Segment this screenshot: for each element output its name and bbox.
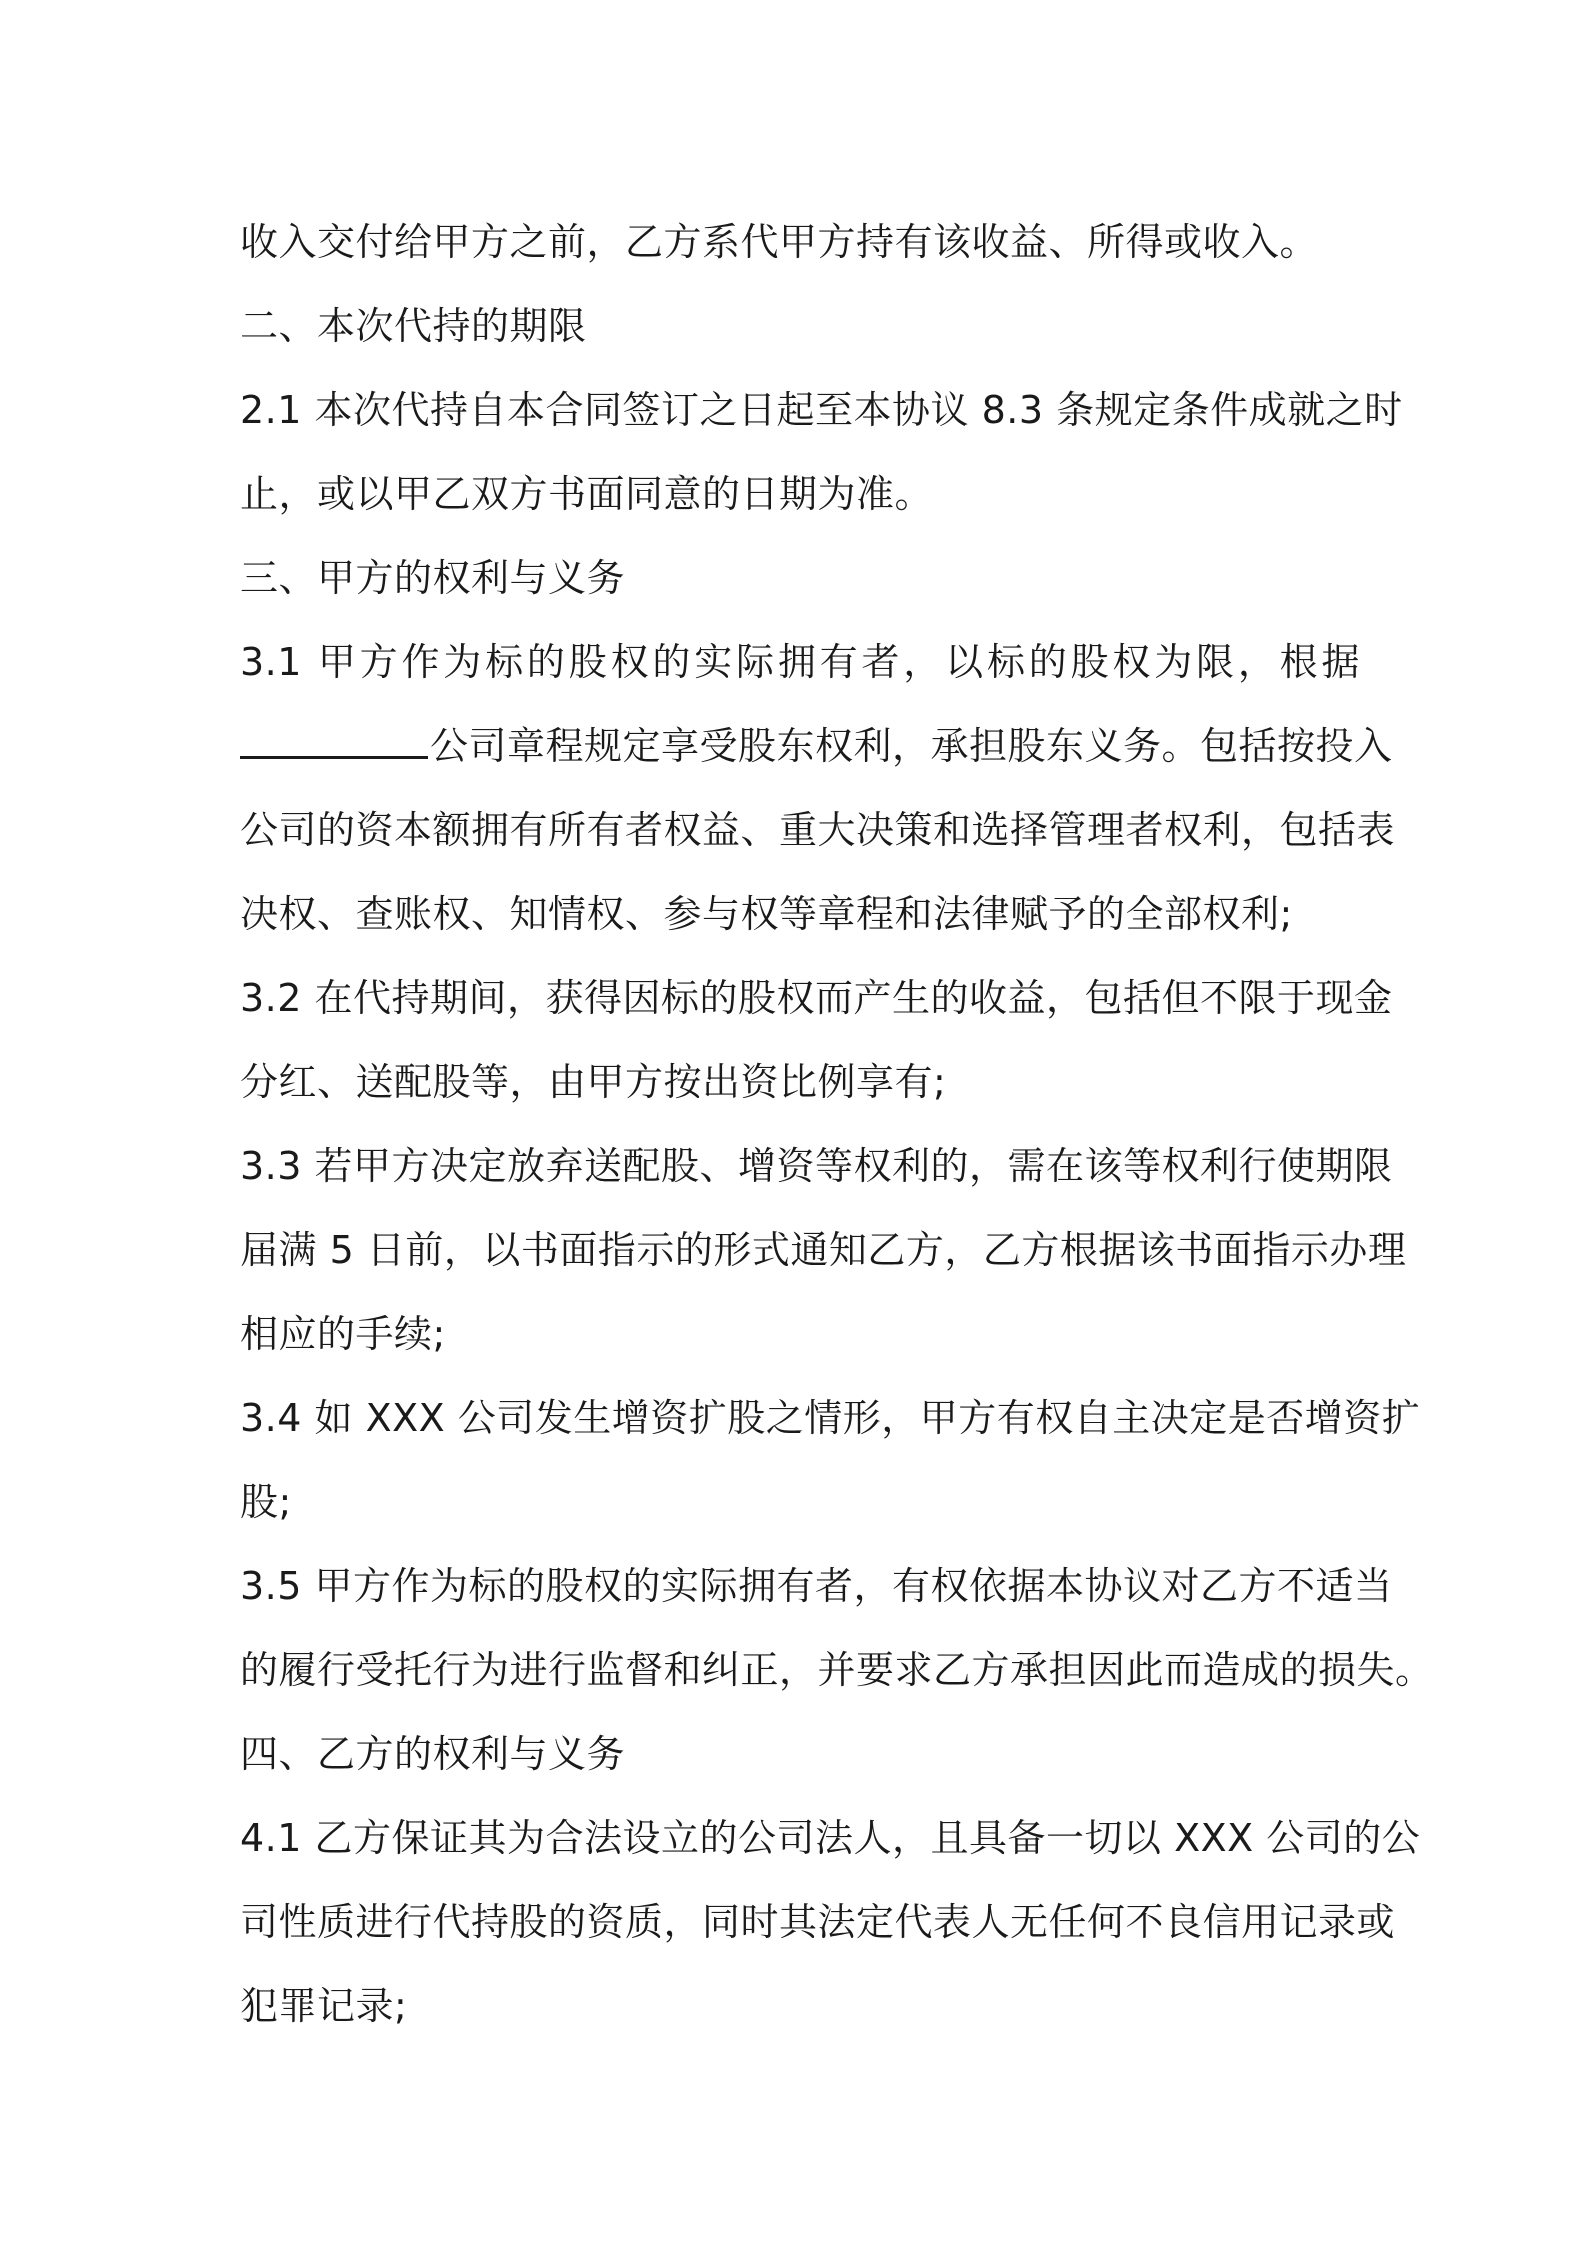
paragraph-line: 的履行受托行为进行监督和纠正，并要求乙方承担因此而造成的损失。 [240, 1648, 1434, 1692]
paragraph-line: 决权、查账权、知情权、参与权等章程和法律赋予的全部权利; [240, 892, 1293, 936]
paragraph-line: 公司的资本额拥有所有者权益、重大决策和选择管理者权利，包括表 [240, 808, 1396, 852]
paragraph-line-with-blank [240, 704, 1393, 788]
paragraph-line: 3.5 甲方作为标的股权的实际拥有者，有权依据本协议对乙方不适当 [240, 1564, 1393, 1608]
paragraph-line: 2.1 本次代持自本合同签订之日起至本协议 8.3 条规定条件成就之时 [240, 388, 1403, 432]
section-heading-party-b: 四、乙方的权利与义务 [240, 1732, 626, 1776]
paragraph-line: 相应的手续; [240, 1312, 446, 1356]
paragraph-line: 分红、送配股等，由甲方按出资比例享有; [240, 1060, 947, 1104]
section-heading-party-a: 三、甲方的权利与义务 [240, 556, 626, 600]
paragraph-line: 3.2 在代持期间，获得因标的股权而产生的收益，包括但不限于现金 [240, 976, 1393, 1020]
paragraph-line: 收入交付给甲方之前，乙方系代甲方持有该收益、所得或收入。 [240, 220, 1319, 264]
fill-in-blank [240, 710, 428, 759]
paragraph-line: 4.1 乙方保证其为合法设立的公司法人，且具备一切以 XXX 公司的公 [240, 1816, 1421, 1860]
document-body [240, 200, 1434, 2048]
paragraph-line: 3.3 若甲方决定放弃送配股、增资等权利的，需在该等权利行使期限 [240, 1144, 1393, 1188]
paragraph-line: 3.1 甲方作为标的股权的实际拥有者，以标的股权为限，根据 [240, 640, 1360, 684]
paragraph-line: 3.4 如 XXX 公司发生增资扩股之情形，甲方有权自主决定是否增资扩 [240, 1396, 1421, 1440]
paragraph-line: 司性质进行代持股的资质，同时其法定代表人无任何不良信用记录或 [240, 1900, 1396, 1944]
section-heading-term: 二、本次代持的期限 [240, 304, 587, 348]
paragraph-line-text: 公司章程规定享受股东权利，承担股东义务。包括按投入 [430, 724, 1393, 768]
paragraph-line: 股; [240, 1480, 292, 1524]
paragraph-line: 止，或以甲乙双方书面同意的日期为准。 [240, 472, 934, 516]
paragraph-line: 届满 5 日前，以书面指示的形式通知乙方，乙方根据该书面指示办理 [240, 1228, 1407, 1272]
paragraph-line: 犯罪记录; [240, 1984, 408, 2028]
